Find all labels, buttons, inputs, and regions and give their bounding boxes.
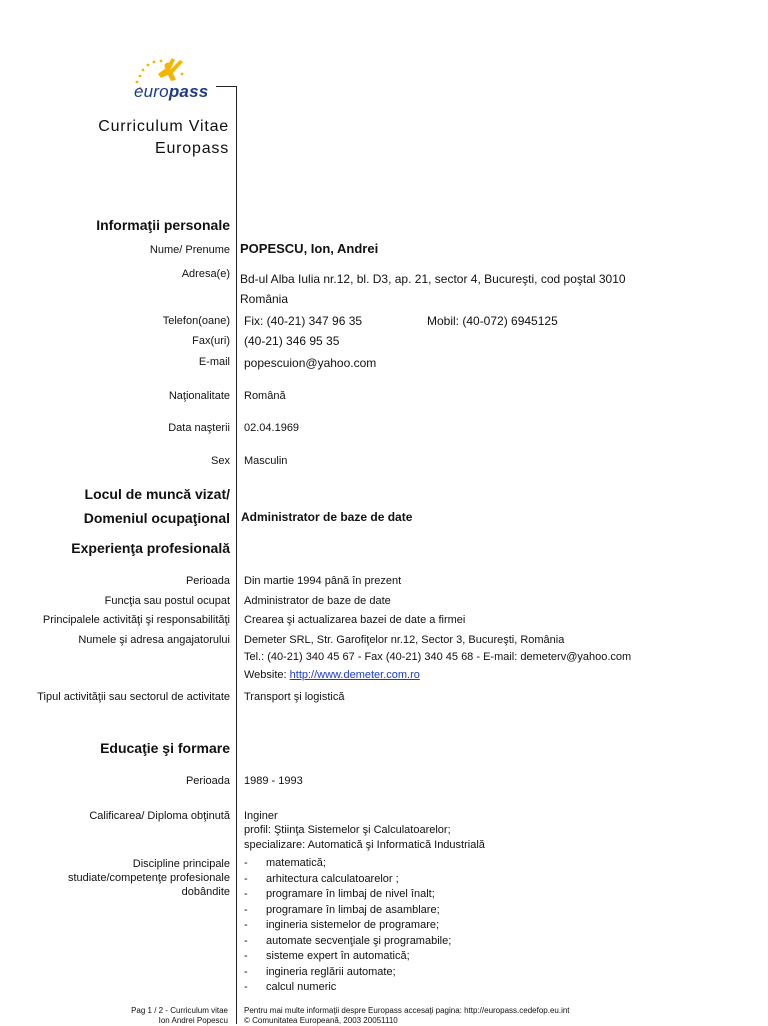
exp-activities-value: Crearea şi actualizarea bazei de date a firmei: [244, 614, 466, 626]
column-divider: [236, 86, 237, 1024]
fax-value: (40-21) 346 95 35: [244, 334, 340, 348]
list-item: - matematică;: [244, 857, 326, 869]
cv-title-line1: Curriculum Vitae: [98, 118, 229, 135]
sex-value: Masculin: [244, 455, 288, 467]
europass-wordmark: europass: [134, 82, 209, 101]
edu-subjects-label-line3: dobândite: [181, 886, 230, 898]
list-item: - ingineria reglării automate;: [244, 965, 396, 978]
edu-qualification-line1: Inginer: [244, 810, 278, 822]
footer-page-info: [131, 1006, 228, 1026]
exp-period-value: Din martie 1994 până în prezent: [244, 575, 402, 587]
phone-fix: Fix: (40-21) 347 96 35: [244, 314, 363, 328]
personal-info-heading: Informaţii personale: [96, 217, 230, 233]
exp-activities-label: Principalele activităţi şi responsabilităţi: [42, 614, 230, 626]
list-item: - calcul numeric: [244, 981, 337, 993]
edu-subjects-label-line2: studiate/competenţe profesionale: [67, 872, 230, 884]
exp-employer-line2: Tel.: (40-21) 340 45 67 - Fax (40-21) 340 45 68 - E-mail: demeterv@yahoo.com: [244, 651, 632, 663]
footer-author: Ion Andrei Popescu: [158, 1016, 228, 1025]
phone-label: Telefon(oane): [162, 315, 230, 327]
exp-employer-line1: Demeter SRL, Str. Garofiţelor nr.12, Sector 3, Bucureşti, România: [244, 634, 565, 646]
footer-page-number: Pag 1 / 2 - Curriculum vitae: [131, 1006, 228, 1015]
birth-date-label: Data naşterii: [168, 422, 230, 434]
email-label: E-mail: [198, 356, 230, 368]
address-line1: Bd-ul Alba Iulia nr.12, bl. D3, ap. 21, sector 4, Bucureşti, cod poştal 3010: [240, 272, 626, 286]
footer-europass-info: [244, 1006, 570, 1026]
name-value: POPESCU, Ion, Andrei: [240, 241, 379, 256]
edu-subjects-label-line1: Discipline principale: [132, 858, 230, 870]
list-item: - sisteme expert în automatică;: [244, 950, 410, 962]
footer-copyright: © Comunitatea Europeană, 2003 20051110: [244, 1016, 398, 1025]
experience-heading: Experienţa profesională: [71, 540, 230, 556]
email-value[interactable]: popescuion@yahoo.com: [244, 356, 377, 370]
birth-date-value: 02.04.1969: [244, 422, 300, 434]
list-item: - ingineria sistemelor de programare;: [244, 919, 440, 931]
exp-sector-value: Transport şi logistică: [244, 691, 345, 703]
address-label: Adresa(e): [181, 268, 230, 280]
edu-period-label: Perioada: [185, 775, 230, 787]
exp-website: [244, 669, 420, 682]
edu-period-value: 1989 - 1993: [244, 775, 303, 787]
name-label: Nume/ Prenume: [149, 244, 230, 256]
list-item: - arhitectura calculatoarelor ;: [244, 872, 399, 885]
website-link[interactable]: http://www.demeter.com.ro: [289, 669, 420, 681]
website-prefix: Website:: [244, 669, 290, 681]
nationality-value: Română: [244, 390, 286, 402]
exp-sector-label: Tipul activităţii sau sectorul de activitate: [37, 691, 230, 703]
cv-title-line2: Europass: [155, 140, 229, 157]
target-job-value: Administrator de baze de date: [241, 510, 413, 524]
fax-label: Fax(uri): [192, 335, 230, 347]
sex-label: Sex: [211, 455, 230, 467]
exp-employer-label: Numele şi adresa angajatorului: [78, 634, 230, 646]
address-line2: România: [240, 292, 289, 306]
list-item: - automate secvenţiale şi programabile;: [244, 934, 452, 947]
edu-qualification-line3: specializare: Automatică şi Informatică Industrială: [244, 839, 485, 851]
edu-subjects-list: [244, 856, 451, 996]
list-item: - programare în limbaj de asamblare;: [244, 903, 440, 916]
exp-period-label: Perioada: [185, 575, 230, 587]
footer-info-link: Pentru mai multe informaţii despre Europass accesaţi pagina: http://europass.cedefop.eu.int: [244, 1006, 570, 1015]
edu-qualification-line2: profil: Ştiinţa Sistemelor şi Calculatoarelor;: [244, 824, 451, 836]
exp-position-value: Administrator de baze de date: [244, 595, 391, 607]
edu-qualification-label: Calificarea/ Diploma obţinută: [89, 810, 230, 822]
exp-position-label: Funcţia sau postul ocupat: [104, 595, 230, 607]
list-item: - programare în limbaj de nivel înalt;: [244, 888, 435, 900]
education-heading: Educaţie şi formare: [100, 740, 230, 756]
phone-mobile: Mobil: (40-072) 6945125: [427, 314, 558, 328]
target-job-heading-line1: Locul de muncă vizat/: [84, 486, 230, 502]
target-job-heading-line2: Domeniul ocupaţional: [83, 510, 230, 526]
nationality-label: Naţionalitate: [168, 390, 230, 402]
header-rule: [216, 86, 237, 87]
